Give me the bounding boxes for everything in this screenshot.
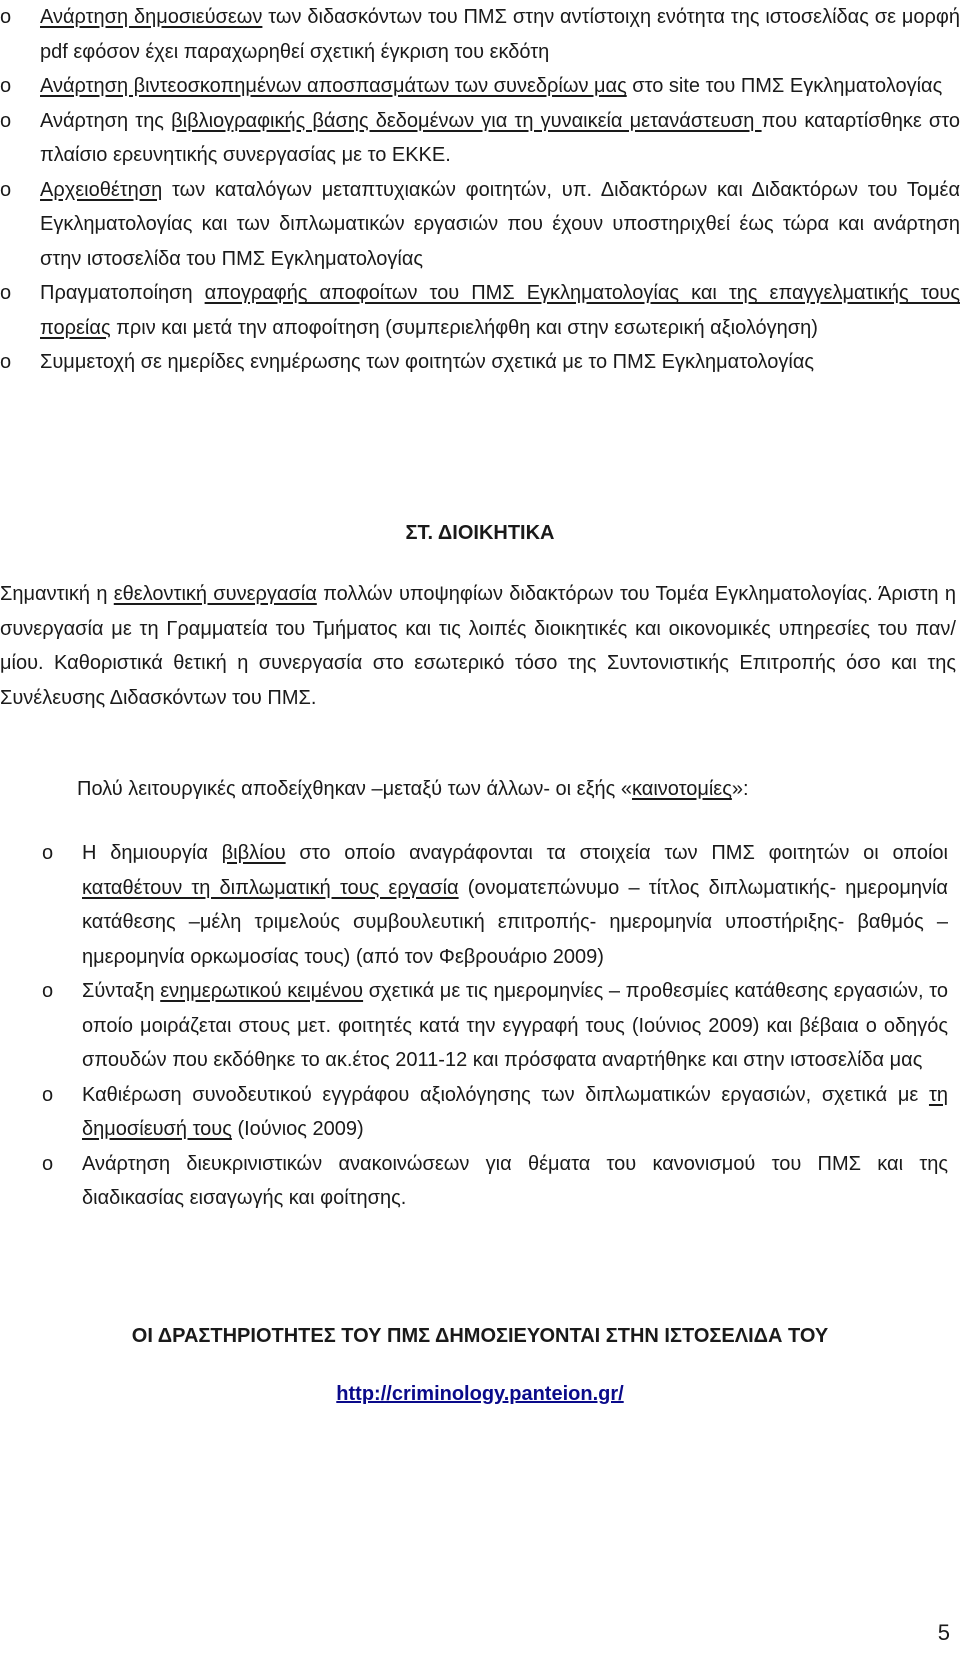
bullet-icon: o — [42, 842, 54, 864]
footer-note: ΟΙ ΔΡΑΣΤΗΡΙΟΤΗΤΕΣ ΤΟΥ ΠΜΣ ΔΗΜΟΣΙΕΥΟΝΤΑΙ ΣΤΗΝ ΙΣΤΟΣΕΛΙΔΑ ΤΟΥ — [131, 1325, 829, 1347]
item-text: Σύνταξη — [82, 980, 161, 1002]
bullet-icon: o — [0, 6, 12, 28]
activities-list — [0, 0, 960, 380]
bullet-icon: o — [0, 109, 12, 132]
bullet-icon: o — [42, 980, 54, 1002]
list-item — [0, 173, 960, 277]
underlined-phrase: ενημερωτικού κειμένου — [160, 980, 364, 1002]
item-text: στο site του ΠΜΣ Εγκληματολογίας — [626, 75, 943, 97]
list-item — [0, 69, 960, 104]
item-text: Καθιέρωση συνοδευτικού εγγράφου αξιολόγησης των διπλωματικών εργασιών, σχετικά με — [82, 1083, 929, 1106]
underlined-phrase: Αρχειοθέτηση — [40, 178, 163, 201]
underlined-phrase: βιβλίου — [221, 842, 286, 864]
page-number: 5 — [937, 1620, 950, 1645]
innovations-intro — [77, 778, 749, 801]
bullet-icon: o — [0, 282, 12, 304]
item-text: πριν και μετά την αποφοίτηση (συμπεριελήφθη και στην εσωτερική αξιολόγηση) — [110, 316, 818, 339]
underlined-phrase: τη δημοσίευσή τους — [82, 1083, 948, 1140]
bullet-icon: o — [0, 178, 12, 201]
bullet-icon: o — [0, 351, 12, 373]
bullet-icon: o — [42, 1152, 54, 1175]
underlined-phrase: Ανάρτηση βιντεοσκοπημένων αποσπασμάτων των συνεδρίων μας — [40, 75, 627, 97]
item-text: σχετικά με τις ημερομηνίες – προθεσμίες κατάθεσης εργασιών, το οποίο μοιράζεται στους μετ. φοιτητές κατά την εγγραφή τους (Ιούνιος 2009) και βέβαια ο οδηγός σπουδών που εκδόθηκε το ακ.έτος 2011-12 και πρόσφατα αναρτήθηκε και στην ιστοσελίδα μας — [82, 980, 948, 1071]
item-text: Πραγματοποίηση — [40, 282, 205, 304]
innovations-list — [42, 836, 948, 1216]
underlined-phrase: απογραφής αποφοίτων του ΠΜΣ Εγκληματολογίας και της επαγγελματικής τους πορείας — [40, 282, 960, 339]
list-item — [0, 0, 960, 69]
list-item — [42, 836, 948, 974]
paragraph-text: Σημαντική η — [0, 583, 114, 605]
item-text: των διδασκόντων του ΠΜΣ στην αντίστοιχη ενότητα της ιστοσελίδας σε μορφή pdf εφόσον έχει παραχωρηθεί σχετική έγκριση του εκδότη — [40, 6, 960, 63]
item-text: στο οποίο αναγράφονται τα στοιχεία των ΠΜΣ φοιτητών οι οποίοι — [285, 842, 948, 864]
list-item — [42, 1147, 948, 1216]
underlined-phrase: καταθέτουν τη διπλωματική τους εργασία — [82, 876, 459, 899]
underlined-phrase: Ανάρτηση δημοσιεύσεων — [40, 6, 263, 28]
list-item — [0, 104, 960, 173]
underlined-phrase: καινοτομίες — [632, 778, 732, 800]
item-text: Ανάρτηση της — [40, 109, 172, 132]
paragraph-text: πολλών υποψηφίων διδακτόρων του Τομέα Εγκληματολογίας. Άριστη η συνεργασία με τη Γραμματεία του Τμήματος και τις λοιπές διοικητικές και οικονομικές υπηρεσίες του παν/μίου. Καθοριστικά θετική η συνεργασία στο εσωτερικό τόσο της Συντονιστικής Επιτροπής όσο και της Συνέλευσης Διδασκόντων του ΠΜΣ. — [0, 583, 956, 709]
item-text: (ονοματεπώνυμο – τίτλος διπλωματικής- ημερομηνία κατάθεσης –μέλη τριμελούς συμβουλευτική επιτροπής- ημερομηνία υποστήριξης- βαθμός – ημερομηνία ορκωμοσίας τους) (από τον Φεβρουάριο 2009) — [82, 876, 948, 968]
intro-text: »: — [731, 778, 749, 800]
bullet-icon: o — [42, 1083, 54, 1106]
bullet-icon: o — [0, 75, 12, 97]
list-item — [42, 974, 948, 1078]
item-text: των καταλόγων μεταπτυχιακών φοιτητών, υπ. Διδακτόρων και Διδακτόρων του Τομέα Εγκληματολογίας και των διπλωματικών εργασιών που έχουν υποστηριχθεί έως τώρα και ανάρτηση στην ιστοσελίδα του ΠΜΣ Εγκληματολογίας — [40, 178, 960, 270]
list-item — [0, 345, 960, 380]
list-item — [0, 276, 960, 345]
underlined-phrase: βιβλιογραφικής βάσης δεδομένων για τη γυναικεία μετανάστευση — [171, 109, 762, 132]
item-text: που καταρτίσθηκε στο πλαίσιο ερευνητικής συνεργασίας με το ΕΚΚΕ. — [40, 109, 960, 166]
admin-paragraph — [0, 577, 956, 715]
website-link-container — [0, 1383, 960, 1406]
item-text: Ανάρτηση διευκρινιστικών ανακοινώσεων για θέματα του κανονισμού του ΠΜΣ και της διαδικασίας εισαγωγής και φοίτησης. — [82, 1152, 948, 1209]
list-item — [42, 1078, 948, 1147]
underlined-phrase: εθελοντική συνεργασία — [113, 583, 317, 605]
section-heading: ΣΤ. ΔΙΟΙΚΗΤΙΚΑ — [405, 522, 555, 544]
item-text: Συμμετοχή σε ημερίδες ενημέρωσης των φοιτητών σχετικά με το ΠΜΣ Εγκληματολογίας — [40, 351, 815, 373]
item-text: Η δημιουργία — [82, 842, 222, 864]
intro-text: Πολύ λειτουργικές αποδείχθηκαν –μεταξύ των άλλων- οι εξής « — [77, 778, 632, 800]
item-text: (Ιούνιος 2009) — [231, 1118, 364, 1140]
website-link[interactable]: http://criminology.panteion.gr/ — [336, 1383, 624, 1405]
